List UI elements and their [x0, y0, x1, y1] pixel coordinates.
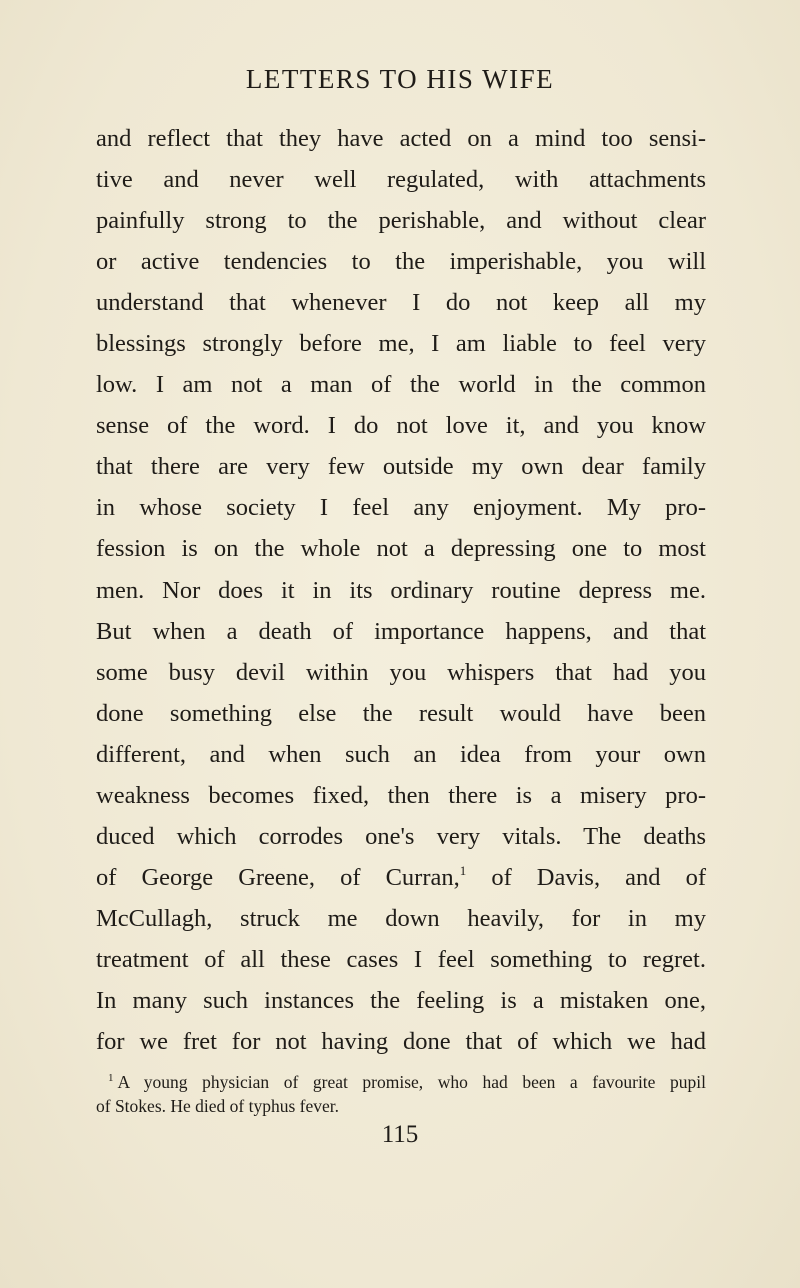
- text-line: low. I am not a man of the world in the common: [96, 371, 706, 399]
- text-line: duced which corrodes one's very vitals. The deaths: [96, 822, 706, 850]
- text-line: that there are very few outside my own dear family: [96, 453, 706, 481]
- page-number: 115: [381, 1121, 419, 1149]
- footnote-reference: 1: [459, 862, 467, 878]
- text-line: blessings strongly before me, I am liable to feel very: [96, 330, 706, 358]
- text-line: McCullagh, struck me down heavily, for in my: [96, 904, 706, 932]
- text-line: painfully strong to the perishable, and without clear: [96, 207, 706, 235]
- body-text: [96, 118, 706, 1062]
- footnote-text: A young physician of great promise, who had been a favourite pupil: [117, 1072, 706, 1093]
- text-line: and reflect that they have acted on a mind too sensi-: [96, 125, 706, 152]
- text-line: in whose society I feel any enjoyment. My pro-: [96, 494, 706, 522]
- text-line: some busy devil within you whispers that had you: [96, 658, 706, 686]
- text-line: tive and never well regulated, with attachments: [96, 166, 706, 194]
- text-line: sense of the word. I do not love it, and you know: [96, 412, 706, 440]
- text-line: But when a death of importance happens, and that: [96, 617, 706, 645]
- text-line-with-footnote-ref: [96, 857, 706, 898]
- text-line: understand that whenever I do not keep all my: [96, 289, 706, 317]
- text-line: for we fret for not having done that of which we had: [96, 1028, 706, 1056]
- text-line: fession is on the whole not a depressing one to most: [96, 535, 706, 563]
- text-line: men. Nor does it in its ordinary routine depress me.: [96, 576, 706, 604]
- text-line: In many such instances the feeling is a mistaken one,: [96, 986, 706, 1014]
- running-head: LETTERS TO HIS WIFE: [245, 64, 555, 94]
- text-line: treatment of all these cases I feel something to regret.: [96, 945, 706, 973]
- text-line: done something else the result would have been: [96, 699, 706, 727]
- text-segment: of George Greene, of Curran,: [96, 863, 460, 891]
- footnote-line: of Stokes. He died of typhus fever.: [96, 1096, 340, 1117]
- footnote-mark: 1: [108, 1072, 114, 1085]
- text-segment: of Davis, and of: [466, 863, 706, 891]
- text-line: weakness becomes fixed, then there is a misery pro-: [96, 781, 706, 809]
- text-line: or active tendencies to the imperishable, you will: [96, 248, 706, 276]
- footnote-line: [96, 1070, 706, 1094]
- text-line: different, and when such an idea from your own: [96, 740, 706, 768]
- footnote: [96, 1070, 706, 1118]
